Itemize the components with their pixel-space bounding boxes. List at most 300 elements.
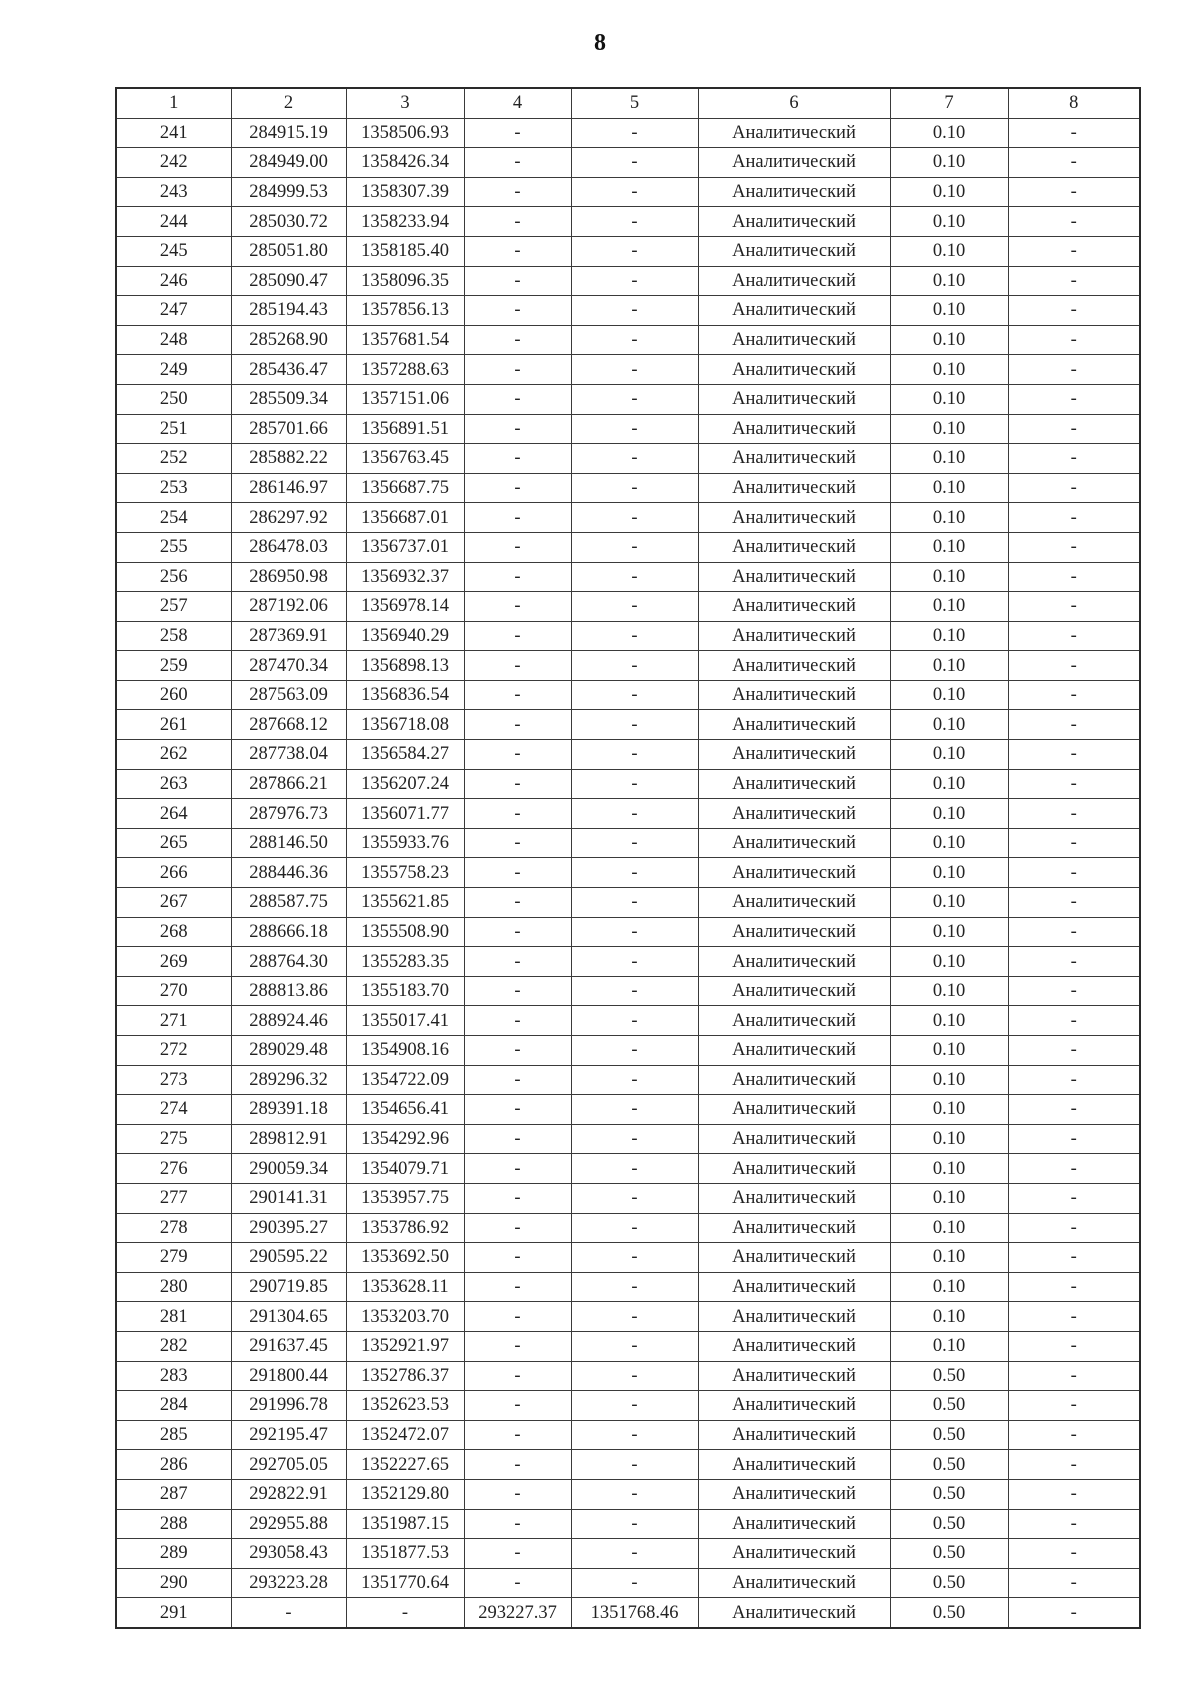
- cell-note: -: [1008, 1331, 1140, 1361]
- cell-accuracy: 0.10: [890, 976, 1008, 1006]
- cell-note: -: [1008, 1361, 1140, 1391]
- cell-point-number: 242: [116, 148, 231, 178]
- column-header: 4: [464, 88, 571, 118]
- cell-accuracy: 0.50: [890, 1598, 1008, 1628]
- cell-x-coordinate: 287668.12: [231, 710, 346, 740]
- cell-new-y-coordinate: -: [571, 1302, 698, 1332]
- cell-new-x-coordinate: -: [464, 799, 571, 829]
- cell-new-y-coordinate: -: [571, 740, 698, 770]
- cell-note: -: [1008, 769, 1140, 799]
- table-row: [116, 710, 1140, 740]
- cell-note: -: [1008, 444, 1140, 474]
- cell-x-coordinate: 290395.27: [231, 1213, 346, 1243]
- cell-point-number: 271: [116, 1006, 231, 1036]
- cell-new-x-coordinate: -: [464, 1065, 571, 1095]
- cell-x-coordinate: 288146.50: [231, 828, 346, 858]
- table-row: [116, 592, 1140, 622]
- column-header: 6: [698, 88, 890, 118]
- cell-method: Аналитический: [698, 769, 890, 799]
- table-row: [116, 1391, 1140, 1421]
- table-row: [116, 1302, 1140, 1332]
- cell-accuracy: 0.10: [890, 177, 1008, 207]
- cell-note: -: [1008, 680, 1140, 710]
- cell-point-number: 269: [116, 947, 231, 977]
- cell-new-y-coordinate: -: [571, 592, 698, 622]
- cell-accuracy: 0.10: [890, 828, 1008, 858]
- table-row: [116, 532, 1140, 562]
- cell-y-coordinate: 1356763.45: [346, 444, 464, 474]
- cell-accuracy: 0.10: [890, 148, 1008, 178]
- cell-note: -: [1008, 1036, 1140, 1066]
- cell-note: -: [1008, 799, 1140, 829]
- cell-method: Аналитический: [698, 858, 890, 888]
- cell-point-number: 289: [116, 1539, 231, 1569]
- cell-new-x-coordinate: -: [464, 1154, 571, 1184]
- cell-new-x-coordinate: -: [464, 1479, 571, 1509]
- cell-point-number: 250: [116, 384, 231, 414]
- cell-new-x-coordinate: -: [464, 1420, 571, 1450]
- cell-note: -: [1008, 740, 1140, 770]
- cell-accuracy: 0.10: [890, 1183, 1008, 1213]
- cell-y-coordinate: 1354656.41: [346, 1095, 464, 1125]
- cell-x-coordinate: 287976.73: [231, 799, 346, 829]
- cell-new-x-coordinate: -: [464, 621, 571, 651]
- cell-y-coordinate: 1356891.51: [346, 414, 464, 444]
- cell-method: Аналитический: [698, 1420, 890, 1450]
- cell-new-y-coordinate: -: [571, 1095, 698, 1125]
- cell-new-y-coordinate: -: [571, 444, 698, 474]
- cell-method: Аналитический: [698, 1509, 890, 1539]
- table-row: [116, 1154, 1140, 1184]
- table-row: [116, 947, 1140, 977]
- table-row: [116, 266, 1140, 296]
- table-row: [116, 148, 1140, 178]
- cell-accuracy: 0.50: [890, 1420, 1008, 1450]
- cell-x-coordinate: 293223.28: [231, 1568, 346, 1598]
- cell-accuracy: 0.50: [890, 1568, 1008, 1598]
- cell-accuracy: 0.10: [890, 680, 1008, 710]
- cell-new-x-coordinate: -: [464, 592, 571, 622]
- table-row: [116, 1243, 1140, 1273]
- cell-x-coordinate: 292705.05: [231, 1450, 346, 1480]
- cell-note: -: [1008, 1420, 1140, 1450]
- cell-method: Аналитический: [698, 207, 890, 237]
- table-row: [116, 740, 1140, 770]
- cell-new-y-coordinate: -: [571, 1006, 698, 1036]
- cell-x-coordinate: 287369.91: [231, 621, 346, 651]
- table-row: [116, 769, 1140, 799]
- table-row: [116, 444, 1140, 474]
- cell-point-number: 291: [116, 1598, 231, 1628]
- cell-new-x-coordinate: -: [464, 207, 571, 237]
- cell-new-y-coordinate: -: [571, 355, 698, 385]
- cell-accuracy: 0.10: [890, 917, 1008, 947]
- cell-y-coordinate: 1351877.53: [346, 1539, 464, 1569]
- table-row: [116, 1124, 1140, 1154]
- cell-new-y-coordinate: -: [571, 828, 698, 858]
- cell-y-coordinate: 1357681.54: [346, 325, 464, 355]
- table-row: [116, 296, 1140, 326]
- cell-note: -: [1008, 858, 1140, 888]
- cell-x-coordinate: 288666.18: [231, 917, 346, 947]
- cell-point-number: 272: [116, 1036, 231, 1066]
- cell-method: Аналитический: [698, 1213, 890, 1243]
- column-header: 8: [1008, 88, 1140, 118]
- table-row: [116, 976, 1140, 1006]
- cell-note: -: [1008, 828, 1140, 858]
- cell-accuracy: 0.10: [890, 947, 1008, 977]
- cell-accuracy: 0.50: [890, 1361, 1008, 1391]
- cell-new-y-coordinate: -: [571, 1243, 698, 1273]
- cell-new-x-coordinate: -: [464, 1272, 571, 1302]
- cell-accuracy: 0.10: [890, 296, 1008, 326]
- cell-accuracy: 0.10: [890, 1065, 1008, 1095]
- cell-new-y-coordinate: -: [571, 917, 698, 947]
- cell-accuracy: 0.10: [890, 503, 1008, 533]
- cell-accuracy: 0.10: [890, 1006, 1008, 1036]
- cell-note: -: [1008, 1450, 1140, 1480]
- cell-point-number: 256: [116, 562, 231, 592]
- cell-x-coordinate: 290719.85: [231, 1272, 346, 1302]
- table-row: [116, 355, 1140, 385]
- cell-method: Аналитический: [698, 1065, 890, 1095]
- cell-method: Аналитический: [698, 1391, 890, 1421]
- cell-x-coordinate: 289029.48: [231, 1036, 346, 1066]
- cell-accuracy: 0.50: [890, 1509, 1008, 1539]
- cell-point-number: 268: [116, 917, 231, 947]
- cell-point-number: 287: [116, 1479, 231, 1509]
- table-row: [116, 1183, 1140, 1213]
- cell-method: Аналитический: [698, 1183, 890, 1213]
- cell-point-number: 281: [116, 1302, 231, 1332]
- cell-x-coordinate: 292822.91: [231, 1479, 346, 1509]
- cell-new-y-coordinate: -: [571, 118, 698, 148]
- cell-note: -: [1008, 325, 1140, 355]
- cell-method: Аналитический: [698, 888, 890, 918]
- cell-method: Аналитический: [698, 1302, 890, 1332]
- cell-point-number: 252: [116, 444, 231, 474]
- cell-point-number: 278: [116, 1213, 231, 1243]
- cell-point-number: 254: [116, 503, 231, 533]
- cell-y-coordinate: 1356932.37: [346, 562, 464, 592]
- cell-accuracy: 0.50: [890, 1479, 1008, 1509]
- cell-x-coordinate: 285436.47: [231, 355, 346, 385]
- cell-note: -: [1008, 1154, 1140, 1184]
- cell-accuracy: 0.10: [890, 325, 1008, 355]
- cell-new-x-coordinate: -: [464, 118, 571, 148]
- cell-accuracy: 0.10: [890, 1331, 1008, 1361]
- cell-new-x-coordinate: -: [464, 858, 571, 888]
- cell-method: Аналитический: [698, 592, 890, 622]
- cell-new-x-coordinate: -: [464, 1095, 571, 1125]
- cell-accuracy: 0.10: [890, 384, 1008, 414]
- cell-method: Аналитический: [698, 740, 890, 770]
- cell-point-number: 267: [116, 888, 231, 918]
- table-row: [116, 1272, 1140, 1302]
- cell-new-y-coordinate: -: [571, 799, 698, 829]
- cell-note: -: [1008, 1243, 1140, 1273]
- cell-new-y-coordinate: -: [571, 207, 698, 237]
- cell-note: -: [1008, 1479, 1140, 1509]
- cell-x-coordinate: 287470.34: [231, 651, 346, 681]
- cell-y-coordinate: 1356584.27: [346, 740, 464, 770]
- cell-y-coordinate: 1352472.07: [346, 1420, 464, 1450]
- cell-method: Аналитический: [698, 562, 890, 592]
- cell-note: -: [1008, 296, 1140, 326]
- cell-x-coordinate: 288446.36: [231, 858, 346, 888]
- cell-point-number: 246: [116, 266, 231, 296]
- cell-new-x-coordinate: -: [464, 1124, 571, 1154]
- cell-accuracy: 0.10: [890, 414, 1008, 444]
- cell-note: -: [1008, 1391, 1140, 1421]
- cell-x-coordinate: 285268.90: [231, 325, 346, 355]
- cell-note: -: [1008, 1213, 1140, 1243]
- cell-new-x-coordinate: -: [464, 325, 571, 355]
- cell-new-x-coordinate: -: [464, 1006, 571, 1036]
- table-row: [116, 473, 1140, 503]
- cell-y-coordinate: 1353786.92: [346, 1213, 464, 1243]
- coordinates-table: [115, 87, 1141, 1629]
- cell-new-y-coordinate: -: [571, 177, 698, 207]
- cell-x-coordinate: 291800.44: [231, 1361, 346, 1391]
- table-body: [116, 118, 1140, 1628]
- cell-y-coordinate: 1356687.75: [346, 473, 464, 503]
- cell-point-number: 270: [116, 976, 231, 1006]
- cell-new-x-coordinate: -: [464, 1568, 571, 1598]
- cell-new-x-coordinate: -: [464, 710, 571, 740]
- cell-new-x-coordinate: -: [464, 769, 571, 799]
- cell-new-y-coordinate: -: [571, 1183, 698, 1213]
- table-row: [116, 888, 1140, 918]
- cell-x-coordinate: 285090.47: [231, 266, 346, 296]
- cell-x-coordinate: 287738.04: [231, 740, 346, 770]
- cell-new-y-coordinate: -: [571, 1213, 698, 1243]
- cell-new-y-coordinate: -: [571, 621, 698, 651]
- cell-x-coordinate: 288764.30: [231, 947, 346, 977]
- cell-method: Аналитический: [698, 177, 890, 207]
- cell-y-coordinate: 1356071.77: [346, 799, 464, 829]
- cell-method: Аналитический: [698, 621, 890, 651]
- cell-new-x-coordinate: -: [464, 503, 571, 533]
- cell-point-number: 276: [116, 1154, 231, 1184]
- cell-x-coordinate: 286950.98: [231, 562, 346, 592]
- cell-y-coordinate: 1358233.94: [346, 207, 464, 237]
- cell-note: -: [1008, 1095, 1140, 1125]
- cell-method: Аналитический: [698, 1006, 890, 1036]
- cell-method: Аналитический: [698, 799, 890, 829]
- cell-method: Аналитический: [698, 266, 890, 296]
- cell-note: -: [1008, 1568, 1140, 1598]
- cell-method: Аналитический: [698, 1598, 890, 1628]
- cell-point-number: 244: [116, 207, 231, 237]
- cell-new-x-coordinate: -: [464, 562, 571, 592]
- cell-accuracy: 0.10: [890, 444, 1008, 474]
- cell-x-coordinate: 290141.31: [231, 1183, 346, 1213]
- cell-method: Аналитический: [698, 355, 890, 385]
- table-row: [116, 118, 1140, 148]
- table-row: [116, 384, 1140, 414]
- cell-y-coordinate: 1358185.40: [346, 236, 464, 266]
- cell-point-number: 286: [116, 1450, 231, 1480]
- cell-note: -: [1008, 917, 1140, 947]
- cell-new-y-coordinate: -: [571, 1509, 698, 1539]
- cell-y-coordinate: 1353957.75: [346, 1183, 464, 1213]
- cell-accuracy: 0.10: [890, 621, 1008, 651]
- cell-new-x-coordinate: -: [464, 1539, 571, 1569]
- cell-method: Аналитический: [698, 651, 890, 681]
- table-row: [116, 1331, 1140, 1361]
- cell-method: Аналитический: [698, 1479, 890, 1509]
- cell-new-x-coordinate: -: [464, 976, 571, 1006]
- cell-x-coordinate: 287192.06: [231, 592, 346, 622]
- cell-y-coordinate: 1355183.70: [346, 976, 464, 1006]
- cell-accuracy: 0.50: [890, 1391, 1008, 1421]
- cell-note: -: [1008, 355, 1140, 385]
- cell-method: Аналитический: [698, 1272, 890, 1302]
- cell-x-coordinate: 285509.34: [231, 384, 346, 414]
- cell-accuracy: 0.10: [890, 1095, 1008, 1125]
- cell-new-x-coordinate: -: [464, 1450, 571, 1480]
- cell-x-coordinate: 285701.66: [231, 414, 346, 444]
- cell-accuracy: 0.10: [890, 236, 1008, 266]
- cell-new-y-coordinate: -: [571, 473, 698, 503]
- cell-new-x-coordinate: -: [464, 1331, 571, 1361]
- cell-new-y-coordinate: -: [571, 1450, 698, 1480]
- cell-x-coordinate: 290595.22: [231, 1243, 346, 1273]
- table-row: [116, 680, 1140, 710]
- cell-accuracy: 0.10: [890, 1243, 1008, 1273]
- cell-accuracy: 0.10: [890, 355, 1008, 385]
- cell-y-coordinate: 1355508.90: [346, 917, 464, 947]
- cell-new-y-coordinate: -: [571, 325, 698, 355]
- cell-new-x-coordinate: -: [464, 740, 571, 770]
- cell-new-x-coordinate: -: [464, 947, 571, 977]
- cell-new-y-coordinate: -: [571, 1272, 698, 1302]
- cell-note: -: [1008, 148, 1140, 178]
- cell-y-coordinate: 1354908.16: [346, 1036, 464, 1066]
- cell-new-y-coordinate: -: [571, 1568, 698, 1598]
- cell-y-coordinate: 1357288.63: [346, 355, 464, 385]
- cell-x-coordinate: 288587.75: [231, 888, 346, 918]
- cell-note: -: [1008, 621, 1140, 651]
- cell-point-number: 265: [116, 828, 231, 858]
- cell-y-coordinate: 1352623.53: [346, 1391, 464, 1421]
- cell-y-coordinate: 1358506.93: [346, 118, 464, 148]
- table-row: [116, 414, 1140, 444]
- cell-y-coordinate: 1354292.96: [346, 1124, 464, 1154]
- cell-x-coordinate: 291996.78: [231, 1391, 346, 1421]
- cell-y-coordinate: 1355017.41: [346, 1006, 464, 1036]
- cell-point-number: 277: [116, 1183, 231, 1213]
- cell-y-coordinate: 1356207.24: [346, 769, 464, 799]
- cell-y-coordinate: 1356978.14: [346, 592, 464, 622]
- cell-x-coordinate: 286478.03: [231, 532, 346, 562]
- cell-point-number: 264: [116, 799, 231, 829]
- cell-accuracy: 0.10: [890, 473, 1008, 503]
- cell-point-number: 290: [116, 1568, 231, 1598]
- cell-accuracy: 0.10: [890, 1124, 1008, 1154]
- cell-accuracy: 0.10: [890, 710, 1008, 740]
- cell-new-y-coordinate: -: [571, 414, 698, 444]
- cell-new-x-coordinate: -: [464, 296, 571, 326]
- cell-x-coordinate: 288924.46: [231, 1006, 346, 1036]
- cell-x-coordinate: 287866.21: [231, 769, 346, 799]
- table-row: [116, 858, 1140, 888]
- cell-y-coordinate: 1355758.23: [346, 858, 464, 888]
- cell-point-number: 288: [116, 1509, 231, 1539]
- table-row: [116, 917, 1140, 947]
- cell-x-coordinate: 289391.18: [231, 1095, 346, 1125]
- cell-note: -: [1008, 207, 1140, 237]
- cell-note: -: [1008, 503, 1140, 533]
- cell-point-number: 253: [116, 473, 231, 503]
- column-header: 5: [571, 88, 698, 118]
- cell-new-y-coordinate: -: [571, 1124, 698, 1154]
- cell-method: Аналитический: [698, 1095, 890, 1125]
- cell-new-y-coordinate: -: [571, 976, 698, 1006]
- cell-new-y-coordinate: -: [571, 148, 698, 178]
- cell-new-x-coordinate: -: [464, 177, 571, 207]
- table-row: [116, 236, 1140, 266]
- cell-x-coordinate: 293058.43: [231, 1539, 346, 1569]
- cell-method: Аналитический: [698, 1154, 890, 1184]
- table-row: [116, 1539, 1140, 1569]
- cell-new-y-coordinate: -: [571, 947, 698, 977]
- cell-point-number: 266: [116, 858, 231, 888]
- table-row: [116, 1095, 1140, 1125]
- cell-x-coordinate: 284915.19: [231, 118, 346, 148]
- cell-method: Аналитический: [698, 947, 890, 977]
- cell-y-coordinate: 1354079.71: [346, 1154, 464, 1184]
- cell-accuracy: 0.10: [890, 207, 1008, 237]
- cell-new-y-coordinate: -: [571, 858, 698, 888]
- cell-new-x-coordinate: -: [464, 917, 571, 947]
- cell-method: Аналитический: [698, 118, 890, 148]
- cell-new-y-coordinate: -: [571, 562, 698, 592]
- cell-new-y-coordinate: 1351768.46: [571, 1598, 698, 1628]
- cell-y-coordinate: 1351770.64: [346, 1568, 464, 1598]
- cell-note: -: [1008, 888, 1140, 918]
- cell-new-y-coordinate: -: [571, 266, 698, 296]
- cell-y-coordinate: 1357151.06: [346, 384, 464, 414]
- cell-y-coordinate: 1358307.39: [346, 177, 464, 207]
- cell-new-y-coordinate: -: [571, 503, 698, 533]
- column-header: 3: [346, 88, 464, 118]
- table-row: [116, 1450, 1140, 1480]
- cell-accuracy: 0.10: [890, 266, 1008, 296]
- cell-new-x-coordinate: -: [464, 384, 571, 414]
- cell-x-coordinate: 286297.92: [231, 503, 346, 533]
- cell-x-coordinate: 285051.80: [231, 236, 346, 266]
- cell-new-y-coordinate: -: [571, 1065, 698, 1095]
- cell-y-coordinate: 1353692.50: [346, 1243, 464, 1273]
- cell-method: Аналитический: [698, 296, 890, 326]
- cell-new-x-coordinate: -: [464, 266, 571, 296]
- cell-new-y-coordinate: -: [571, 236, 698, 266]
- table-row: [116, 1213, 1140, 1243]
- cell-accuracy: 0.10: [890, 888, 1008, 918]
- table-header-row: [116, 88, 1140, 118]
- cell-note: -: [1008, 532, 1140, 562]
- cell-new-y-coordinate: -: [571, 1539, 698, 1569]
- cell-method: Аналитический: [698, 1331, 890, 1361]
- cell-y-coordinate: 1353628.11: [346, 1272, 464, 1302]
- cell-y-coordinate: 1358096.35: [346, 266, 464, 296]
- cell-note: -: [1008, 236, 1140, 266]
- column-header: 1: [116, 88, 231, 118]
- cell-x-coordinate: 292195.47: [231, 1420, 346, 1450]
- cell-point-number: 258: [116, 621, 231, 651]
